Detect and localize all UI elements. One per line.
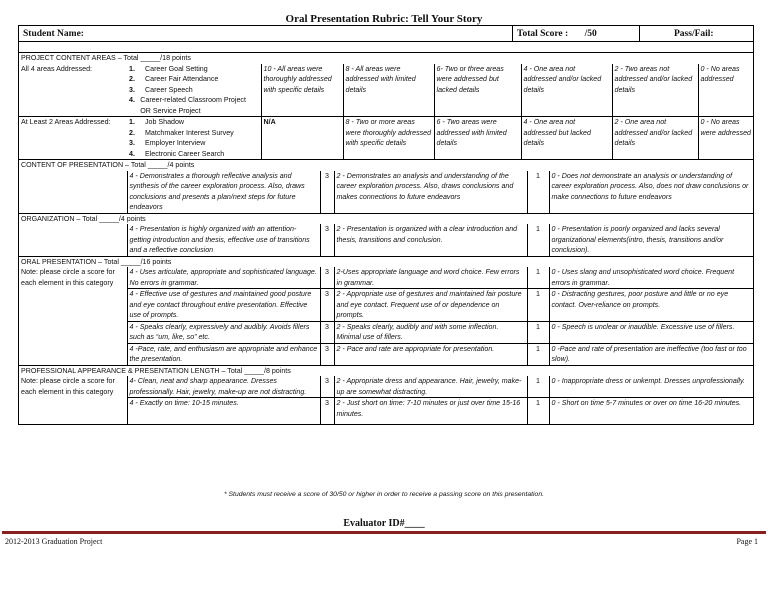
total-score-label: Total Score : bbox=[517, 28, 569, 39]
oral-note: Note: please circle a score for each element in this category bbox=[21, 268, 115, 287]
list-item: 3. Employer Interview bbox=[129, 139, 206, 147]
score-8-cell[interactable]: 8 - All areas were addressed with limited details bbox=[343, 64, 434, 117]
score-0-cell[interactable]: 0 - Speech is unclear or inaudible. Excessive use of fillers. bbox=[549, 321, 753, 343]
score-6-cell[interactable]: 6 - Two areas were addressed with limited details bbox=[434, 117, 521, 160]
score-0-cell[interactable]: 0 -Pace and rate of presentation are ineffective (too fast or too slow). bbox=[549, 343, 753, 365]
page-title: Oral Presentation Rubric: Tell Your Story bbox=[285, 13, 483, 25]
score-4-cell[interactable]: 4 - One area not addressed and/or lacked details bbox=[521, 64, 612, 117]
list-item: 4. Career-related Classroom Project OR Service Project bbox=[129, 96, 246, 115]
header-spacer bbox=[19, 41, 753, 52]
score-2-cell[interactable]: 2 - Demonstrates an analysis and understanding of the career exploration process. Also, draws conclusions and makes connections to future endeavors bbox=[334, 171, 527, 214]
row-all-areas-label: All 4 areas Addressed: bbox=[21, 64, 92, 73]
score-0-cell[interactable]: 0 - Does not demonstrate an analysis or understanding of career exploration process. Also, does not draw conclusions or make connections to future endeavors bbox=[549, 171, 753, 214]
score-6-cell[interactable]: 6- Two or three areas were addressed but lacked details bbox=[434, 64, 521, 117]
score-1-cell[interactable]: 1 bbox=[527, 376, 549, 398]
list-item: 4. Electronic Career Search bbox=[129, 149, 225, 158]
score-3-cell[interactable]: 3 bbox=[320, 376, 334, 398]
score-10-cell[interactable]: N/A bbox=[261, 117, 343, 160]
list-item: 3. Career Speech bbox=[129, 85, 193, 94]
score-3-cell[interactable]: 3 bbox=[320, 321, 334, 343]
score-0-cell[interactable]: 0 - Inappropriate dress or unkempt. Dresses unprofessionally. bbox=[549, 376, 753, 398]
score-4-cell[interactable]: 4 - Demonstrates a thorough reflective analysis and synthesis of the career exploration process. Also, draws conclusions and presents a plan/next steps for future endeavors bbox=[127, 171, 320, 214]
score-1-cell[interactable]: 1 bbox=[527, 224, 549, 256]
score-0-cell[interactable]: 0 - No areas addressed bbox=[698, 64, 753, 117]
score-4-cell[interactable]: 4 - Effective use of gestures and maintained good posture and eye contact throughout entire presentation. Effective use of prompts. bbox=[127, 289, 320, 322]
student-name-field[interactable]: Student Name: bbox=[23, 28, 84, 39]
rubric-sheet bbox=[18, 25, 754, 425]
footer-left: 2012-2013 Graduation Project bbox=[5, 537, 103, 546]
score-3-cell[interactable]: 3 bbox=[320, 267, 334, 289]
row-all-areas-list bbox=[127, 64, 261, 117]
row-two-areas-label: At Least 2 Areas Addressed: bbox=[21, 118, 111, 126]
score-1-cell[interactable]: 1 bbox=[527, 289, 549, 322]
score-2-cell[interactable]: 2 - Appropriate use of gestures and maintained fair posture and eye contact. Frequent use of or dependence on prompts. bbox=[334, 289, 527, 322]
score-4-cell[interactable]: 4 - Speaks clearly, expressively and audibly. Avoids fillers such as “um, like, so” etc. bbox=[127, 321, 320, 343]
score-2-cell[interactable]: 2 - Appropriate dress and appearance. Hair, jewelry, make-up are somewhat distracting. bbox=[334, 376, 527, 398]
evaluator-id: Evaluator ID#____ bbox=[343, 518, 425, 529]
score-3-cell[interactable]: 3 bbox=[320, 171, 334, 214]
content-heading: CONTENT OF PRESENTATION – Total _____/4 points bbox=[21, 161, 195, 169]
score-0-cell[interactable]: 0 - Presentation is poorly organized and lacks several organizational elements(intro, thesis, transitions and/or conclusion). bbox=[549, 224, 753, 256]
score-2-cell[interactable]: 2 - Speaks clearly, audibly and with some inflection. Minimal use of fillers. bbox=[334, 321, 527, 343]
professional-note: Note: please circle a score for each element in this category bbox=[21, 377, 115, 396]
pass-fail-field[interactable]: Pass/Fail: bbox=[640, 26, 754, 41]
score-1-cell[interactable]: 1 bbox=[527, 171, 549, 214]
scoring-table bbox=[19, 159, 753, 424]
oral-heading: ORAL PRESENTATION – Total _____/16 points bbox=[21, 257, 172, 266]
list-item: 2. Career Fair Attendance bbox=[129, 75, 219, 83]
score-4-cell[interactable]: 4 - Exactly on time: 10-15 minutes. bbox=[127, 398, 320, 425]
row-two-areas-list bbox=[127, 117, 261, 160]
score-3-cell[interactable]: 3 bbox=[320, 224, 334, 256]
score-1-cell[interactable]: 1 bbox=[527, 343, 549, 365]
score-2-cell[interactable]: 2 - One area not addressed and/or lacked details bbox=[612, 117, 698, 160]
list-item: 2. Matchmaker Interest Survey bbox=[129, 128, 234, 137]
project-content-table bbox=[19, 52, 753, 159]
score-2-cell[interactable]: 2 - Two areas not addressed and/or lacked details bbox=[612, 64, 698, 117]
score-0-cell[interactable]: 0 - Short on time 5-7 minutes or over on time 16-20 minutes. bbox=[549, 398, 753, 425]
score-2-cell[interactable]: 2 - Presentation is organized with a clear introduction and thesis, transitions and conclusion. bbox=[334, 224, 527, 256]
score-0-cell[interactable]: 0 - No areas were addressed bbox=[698, 117, 753, 160]
score-2-cell[interactable]: 2 - Just short on time: 7-10 minutes or just over time 15-16 minutes. bbox=[334, 398, 527, 425]
list-item: 1. Job Shadow bbox=[129, 118, 185, 126]
header-row bbox=[19, 26, 753, 41]
score-0-cell[interactable]: 0 - Uses slang and unsophisticated word choice. Frequent errors in grammar. bbox=[549, 267, 753, 289]
project-content-heading: PROJECT CONTENT AREAS – Total _____/18 points bbox=[21, 54, 191, 62]
list-item: 1. Career Goal Setting bbox=[129, 64, 208, 73]
score-1-cell[interactable]: 1 bbox=[527, 267, 549, 289]
score-0-cell[interactable]: 0 - Distracting gestures, poor posture and little or no eye contact. Over-reliance on prompts. bbox=[549, 289, 753, 322]
footer-rule bbox=[2, 531, 766, 534]
score-4-cell[interactable]: 4 -Pace, rate, and enthusiasm are appropriate and enhance the presentation. bbox=[127, 343, 320, 365]
passing-score-note: * Students must receive a score of 30/50 or higher in order to receive a passing score on this presentation. bbox=[223, 491, 544, 498]
score-1-cell[interactable]: 1 bbox=[527, 398, 549, 425]
score-10-cell[interactable]: 10 - All areas were thoroughly addressed with specific details bbox=[261, 64, 343, 117]
total-score-field[interactable] bbox=[513, 26, 640, 41]
score-4-cell[interactable]: 4- Clean, neat and sharp appearance. Dresses professionally. Hair, jewelry, make-up are not distracting. bbox=[127, 376, 320, 398]
total-score-max: /50 bbox=[584, 28, 597, 39]
professional-heading: PROFESSIONAL APPEARANCE & PRESENTATION LENGTH – Total _____/8 points bbox=[21, 366, 291, 375]
organization-heading: ORGANIZATION – Total _____/4 points bbox=[21, 214, 146, 223]
score-4-cell[interactable]: 4 - Uses articulate, appropriate and sophisticated language. No errors in grammar. bbox=[127, 267, 320, 289]
score-2-cell[interactable]: 2 - Pace and rate are appropriate for presentation. bbox=[334, 343, 527, 365]
score-8-cell[interactable]: 8 - Two or more areas were thoroughly addressed with specific details bbox=[343, 117, 434, 160]
score-4-cell[interactable]: 4 - Presentation is highly organized with an attention-getting introduction and thesis, effective use of transitions and a reflective conclusion bbox=[127, 224, 320, 256]
score-1-cell[interactable]: 1 bbox=[527, 321, 549, 343]
score-2-cell[interactable]: 2-Uses appropriate language and word choice. Few errors in grammar. bbox=[334, 267, 527, 289]
score-3-cell[interactable]: 3 bbox=[320, 289, 334, 322]
score-3-cell[interactable]: 3 bbox=[320, 398, 334, 425]
footer-page-number: Page 1 bbox=[736, 537, 758, 546]
score-3-cell[interactable]: 3 bbox=[320, 343, 334, 365]
score-4-cell[interactable]: 4 - One area not addressed but lacked details bbox=[521, 117, 612, 160]
